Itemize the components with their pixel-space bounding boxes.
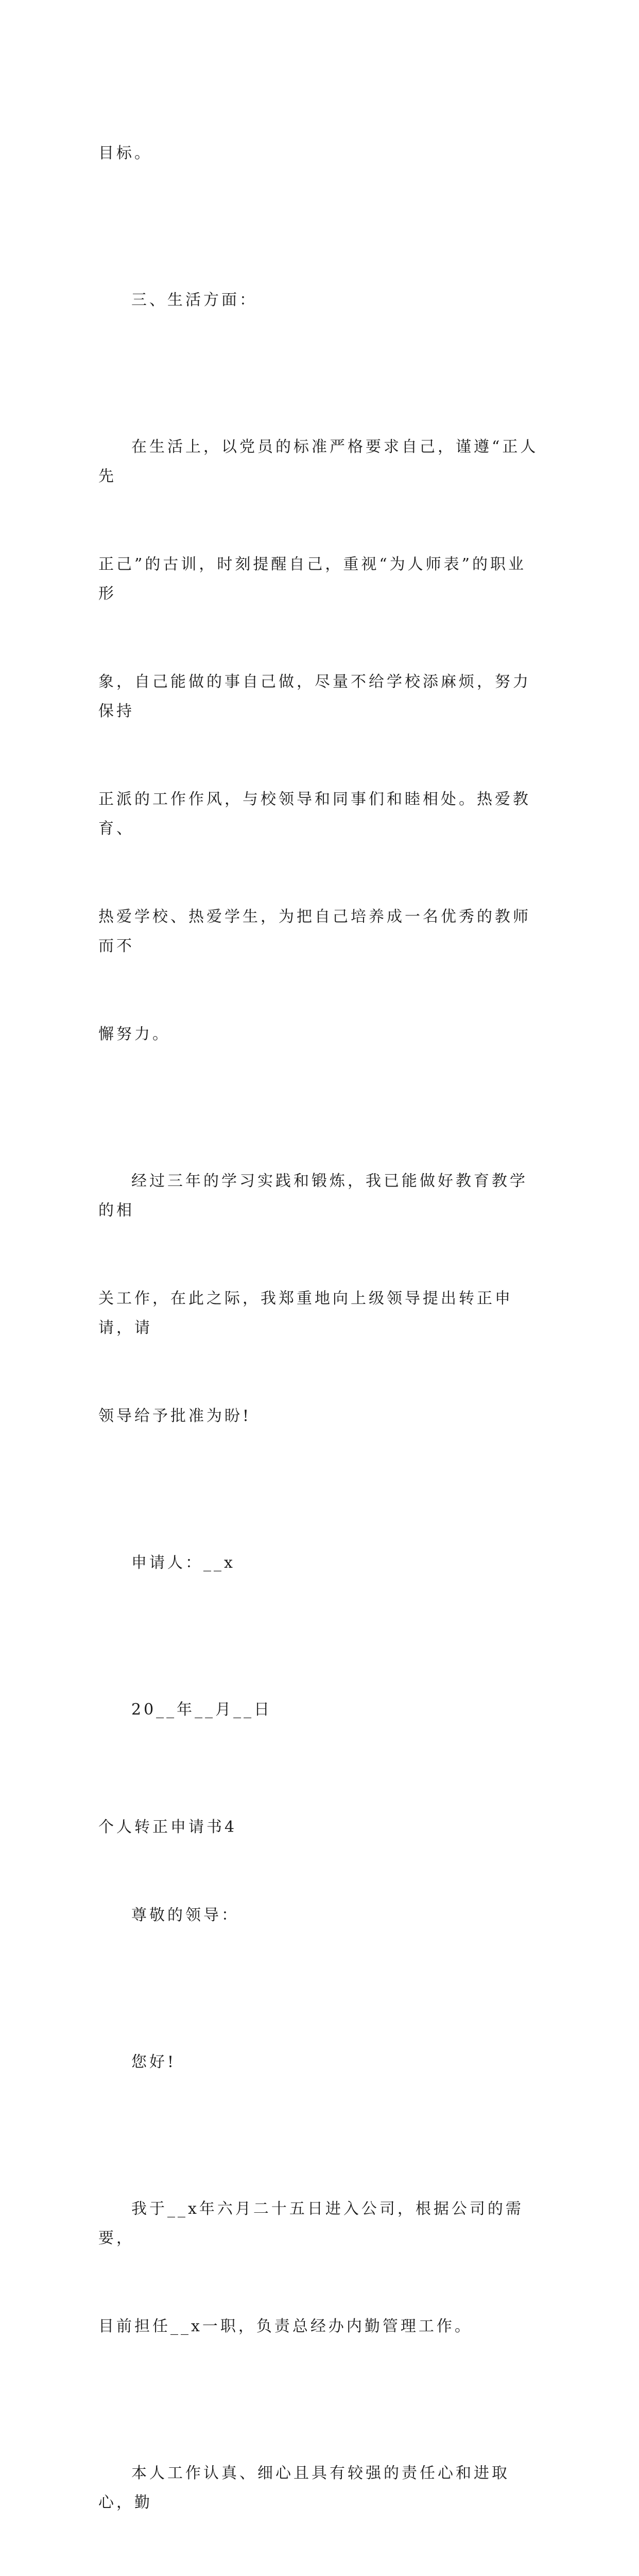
- document-page: [98, 80, 541, 2576]
- applicant-line: [98, 1489, 541, 1636]
- text-line: 关工作，在此之际，我郑重地向上级领导提出转正申请，请: [98, 1290, 513, 1337]
- text-line: 三、生活方面：: [131, 291, 257, 309]
- text-line: 热爱学校、热爱学生，为把自己培养成一名优秀的教师而不: [98, 908, 531, 955]
- text-line: 在生活上，以党员的标准严格要求自己，谨遵“正人先: [98, 438, 539, 485]
- text-line: 目前担任__x一职，负责总经办内勤管理工作。: [98, 2317, 473, 2335]
- text-line: 目标。: [98, 144, 152, 162]
- salutation: [98, 1842, 541, 1989]
- paragraph: [98, 2136, 541, 2400]
- text-line: 正己”的古训，时刻提醒自己，重视“为人师表”的职业形: [98, 555, 527, 603]
- text-line: 经过三年的学习实践和锻炼，我已能做好教育教学的相: [98, 1172, 528, 1219]
- date-line: [98, 1636, 541, 1783]
- spacer: [98, 1783, 541, 1812]
- text-line: 领导给予批准为盼!: [98, 1407, 252, 1425]
- paragraph: [98, 2400, 541, 2576]
- paragraph: [98, 374, 541, 1108]
- paragraph: [98, 1108, 541, 1489]
- greeting: [98, 1989, 541, 2136]
- section-title: 个人转正申请书4: [98, 1818, 237, 1836]
- text-line: 申请人：__x: [131, 1554, 235, 1572]
- text-line: 懈努力。: [98, 1025, 170, 1043]
- section-heading: [98, 227, 541, 374]
- paragraph: [98, 80, 541, 227]
- text-line: 尊敬的领导：: [131, 1906, 239, 1924]
- text-line: 正派的工作作风，与校领导和同事们和睦相处。热爱教育、: [98, 790, 531, 838]
- text-line: 我于__x年六月二十五日进入公司，根据公司的需要，: [98, 2200, 524, 2247]
- text-line: 您好!: [131, 2053, 177, 2071]
- text-line: 象，自己能做的事自己做，尽量不给学校添麻烦，努力保持: [98, 673, 531, 720]
- text-line: 本人工作认真、细心且具有较强的责任心和进取心，勤: [98, 2464, 510, 2512]
- text-line: 20__年__月__日: [131, 1701, 272, 1719]
